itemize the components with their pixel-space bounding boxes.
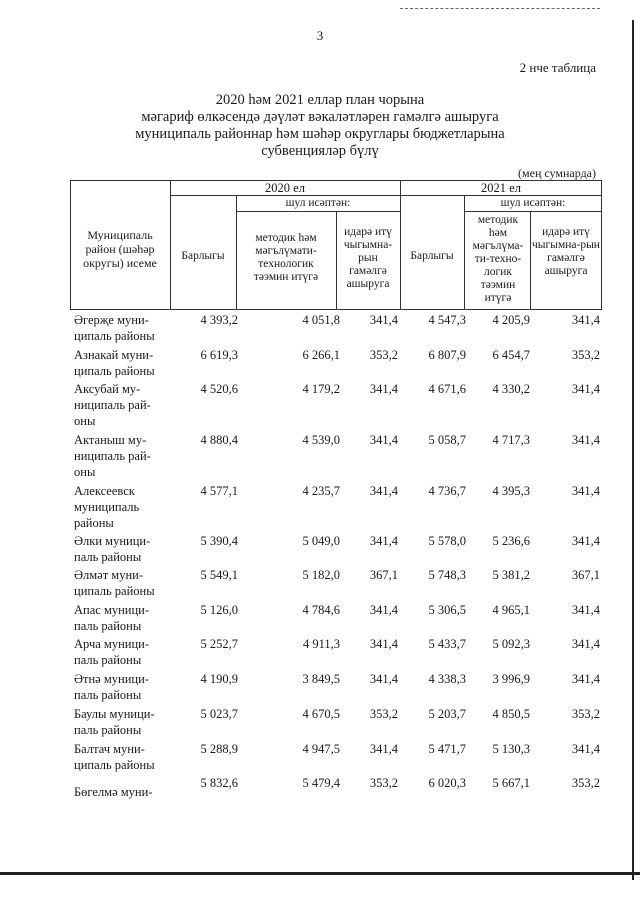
table-body [74, 312, 604, 805]
admin-2020: 341,4 [369, 313, 398, 327]
method-2021: 5 130,3 [492, 742, 530, 756]
page-number: 3 [316, 28, 324, 43]
method-2020: 4 670,5 [302, 707, 340, 721]
total-2020: 5 832,6 [200, 776, 238, 790]
header-method-2020: методик һәм мәгълүмати-технологик тәэмин итүгә [253, 232, 319, 283]
total-2021: 4 338,3 [428, 672, 466, 686]
admin-2020: 341,4 [369, 382, 398, 396]
admin-2021: 341,4 [571, 534, 600, 548]
total-2020: 5 252,7 [200, 637, 238, 651]
total-2020: 4 393,2 [200, 313, 238, 327]
title-line: 2020 һәм 2021 еллар план чорына [215, 92, 425, 108]
scan-edge-right [632, 20, 634, 880]
scan-edge-bottom [0, 872, 640, 875]
district-name: Бөгелмә муни- [74, 785, 153, 799]
method-2020: 4 051,8 [302, 313, 340, 327]
method-2020: 5 479,4 [302, 776, 340, 790]
admin-2021: 353,2 [571, 776, 600, 790]
admin-2021: 341,4 [571, 484, 600, 498]
admin-2021: 341,4 [571, 433, 600, 447]
admin-2021: 367,1 [571, 568, 600, 582]
table-row [74, 381, 604, 432]
district-name: Балтач муни-ципаль районы [74, 742, 155, 772]
admin-2021: 341,4 [571, 603, 600, 617]
table-row [74, 741, 604, 775]
method-2021: 4 965,1 [492, 603, 530, 617]
method-2021: 4 330,2 [492, 382, 530, 396]
district-name: Алексеевск муниципаль районы [74, 484, 140, 530]
method-2021: 5 236,6 [492, 534, 530, 548]
admin-2021: 341,4 [571, 672, 600, 686]
total-2020: 5 126,0 [200, 603, 238, 617]
header-including-2020: шул исәптән: [285, 197, 351, 209]
method-2021: 5 092,3 [492, 637, 530, 651]
header-admin-2020: идарә итү чыгымна-рын гамәлгә ашыруга [343, 226, 393, 290]
header-total-2021: Барлыгы [410, 250, 454, 262]
table-row [74, 706, 604, 741]
admin-2021: 353,2 [571, 348, 600, 362]
table-row [74, 483, 604, 533]
admin-2021: 341,4 [571, 742, 600, 756]
header-total-2020: Барлыгы [181, 250, 225, 262]
method-2020: 3 849,5 [302, 672, 340, 686]
title-line: мәгариф өлкәсендә дәүләт вәкаләтләрен гамәлгә ашыруга [141, 109, 499, 125]
total-2021: 5 306,5 [428, 603, 466, 617]
district-name: Әлки муници-паль районы [74, 534, 151, 564]
district-name: Апас муници-паль районы [74, 603, 150, 633]
header-name-column: Муниципаль район (шәһәр округы) исеме [83, 228, 157, 270]
district-name: Азнакай муни-ципаль районы [74, 348, 155, 378]
method-2020: 4 539,0 [302, 433, 340, 447]
scan-mark-top [400, 8, 600, 10]
header-method-2021: методик һәм мәгълүма-ти-техно-логик тәэмин итүгә [472, 214, 524, 304]
method-2020: 6 266,1 [302, 348, 340, 362]
method-2021: 6 454,7 [492, 348, 530, 362]
table-row [74, 775, 604, 805]
total-2021: 5 471,7 [428, 742, 466, 756]
total-2020: 4 577,1 [200, 484, 238, 498]
admin-2020: 341,4 [369, 742, 398, 756]
header-year-2020: 2020 ел [265, 181, 305, 195]
admin-2020: 353,2 [369, 776, 398, 790]
admin-2020: 353,2 [369, 348, 398, 362]
total-2020: 5 288,9 [200, 742, 238, 756]
method-2021: 4 205,9 [492, 313, 530, 327]
total-2021: 4 671,6 [428, 382, 466, 396]
total-2021: 5 058,7 [428, 433, 466, 447]
method-2020: 4 235,7 [302, 484, 340, 498]
method-2021: 4 850,5 [492, 707, 530, 721]
district-name: Арча муници-паль районы [74, 637, 150, 667]
method-2020: 4 784,6 [302, 603, 340, 617]
method-2020: 5 182,0 [302, 568, 340, 582]
total-2021: 5 748,3 [428, 568, 466, 582]
total-2020: 4 520,6 [200, 382, 238, 396]
total-2021: 5 433,7 [428, 637, 466, 651]
method-2020: 4 947,5 [302, 742, 340, 756]
table-header [70, 180, 602, 310]
method-2020: 5 049,0 [302, 534, 340, 548]
title-line: муниципаль районнар һәм шәһәр округлары бюджетларына [135, 126, 505, 142]
method-2020: 4 911,3 [302, 637, 340, 651]
table-row [74, 533, 604, 567]
method-2021: 5 381,2 [492, 568, 530, 582]
method-2020: 4 179,2 [302, 382, 340, 396]
total-2021: 6 020,3 [428, 776, 466, 790]
total-2021: 5 578,0 [428, 534, 466, 548]
total-2020: 5 023,7 [200, 707, 238, 721]
table-row [74, 636, 604, 671]
method-2021: 4 717,3 [492, 433, 530, 447]
district-name: Әгерҗе муни-ципаль районы [74, 313, 155, 343]
table-row [74, 432, 604, 483]
table-row [74, 567, 604, 602]
total-2020: 4 880,4 [200, 433, 238, 447]
admin-2020: 341,4 [369, 603, 398, 617]
header-admin-2021: идарә итү чыгымна-рын гамәлгә ашыруга [532, 226, 600, 277]
table-label: 2 нче таблица [519, 60, 596, 75]
header-year-2021: 2021 ел [481, 181, 521, 195]
admin-2021: 341,4 [571, 313, 600, 327]
title-line: субвенцияләр бүлү [261, 143, 379, 159]
header-including-2021: шул исәптән: [500, 197, 566, 209]
admin-2020: 341,4 [369, 484, 398, 498]
admin-2021: 353,2 [571, 707, 600, 721]
admin-2020: 367,1 [369, 568, 398, 582]
admin-2021: 341,4 [571, 382, 600, 396]
total-2021: 4 547,3 [428, 313, 466, 327]
total-2020: 5 390,4 [200, 534, 238, 548]
total-2021: 4 736,7 [428, 484, 466, 498]
district-name: Әтнә муници-паль районы [74, 672, 149, 702]
total-2021: 5 203,7 [428, 707, 466, 721]
admin-2020: 341,4 [369, 433, 398, 447]
admin-2020: 341,4 [369, 672, 398, 686]
units-note: (мең сумнарда) [518, 166, 596, 180]
total-2020: 5 549,1 [200, 568, 238, 582]
admin-2020: 341,4 [369, 534, 398, 548]
table-row [74, 602, 604, 636]
method-2021: 4 395,3 [492, 484, 530, 498]
admin-2021: 341,4 [571, 637, 600, 651]
document-title [0, 92, 640, 160]
total-2020: 4 190,9 [200, 672, 238, 686]
method-2021: 5 667,1 [492, 776, 530, 790]
table-row [74, 347, 604, 381]
method-2021: 3 996,9 [492, 672, 530, 686]
district-name: Әлмәт муни-ципаль районы [74, 568, 155, 598]
admin-2020: 341,4 [369, 637, 398, 651]
table-row [74, 312, 604, 347]
district-name: Актаныш му-ниципаль рай-оны [74, 433, 151, 479]
total-2020: 6 619,3 [200, 348, 238, 362]
district-name: Баулы муници-паль районы [74, 707, 155, 737]
total-2021: 6 807,9 [428, 348, 466, 362]
admin-2020: 353,2 [369, 707, 398, 721]
district-name: Аксубай му-ниципаль рай-оны [74, 382, 151, 428]
table-row [74, 671, 604, 706]
